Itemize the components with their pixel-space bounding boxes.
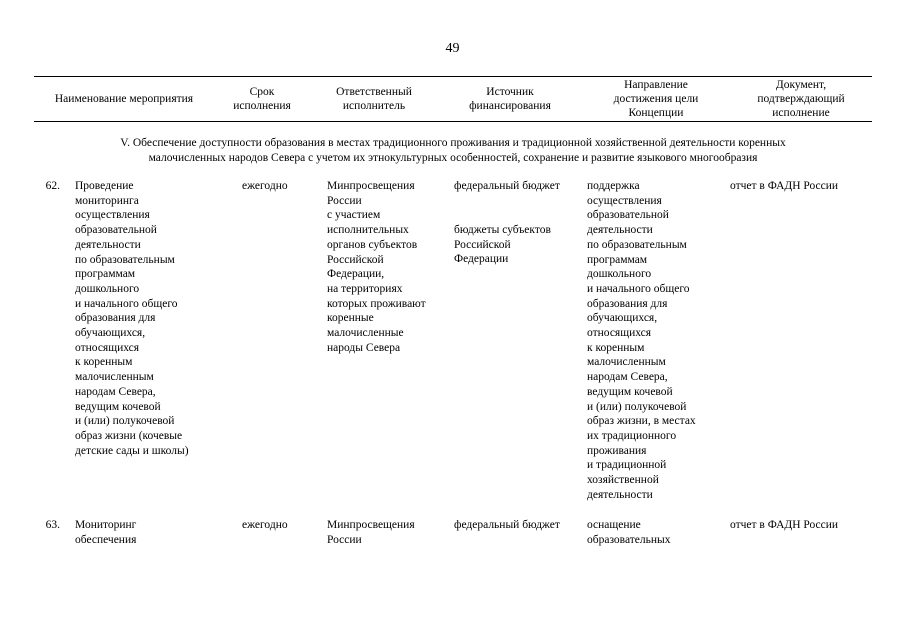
header-col-executor: Ответственный исполнитель	[336, 86, 412, 112]
row-term: ежегодно	[242, 180, 288, 192]
row-number: 63.	[45, 519, 60, 531]
row-document: отчет в ФАДН России	[730, 519, 839, 531]
row-funding-regional: бюджеты субъектов Российской Федерации	[454, 224, 551, 266]
row-funding-federal: федеральный бюджет	[454, 180, 560, 192]
row-document: отчет в ФАДН России	[730, 180, 839, 192]
row-funding-federal: федеральный бюджет	[454, 519, 560, 531]
section-title: V. Обеспечение доступности образования в местах традиционного проживания и традиционной хозяйственной деятельности коренных малочисленных народов Севера с учетом их этнокультурных особенностей, сохранение и развитие языкового многообразия	[120, 137, 786, 164]
row-executor: Минпросвещения России с участием исполнительных органов субъектов Российской Федерации, на территориях которых проживают коренные малочисленные народы Севера	[327, 180, 426, 354]
row-name: Проведение мониторинга осуществления образовательной деятельности по образовательным программам дошкольного и начального общего образования для обучающихся, относящихся к коренным малочисленным народам Севера, ведущим кочевой и (или) полукочевой образ жизни (кочевые детские сады и школы)	[75, 180, 189, 457]
header-col-term: Срок исполнения	[233, 86, 291, 112]
header-col-document: Документ, подтверждающий исполнение	[757, 79, 845, 119]
row-number: 62.	[45, 180, 60, 192]
row-direction: оснащение образовательных	[587, 519, 671, 546]
row-term: ежегодно	[242, 519, 288, 531]
header-col-name: Наименование мероприятия	[54, 93, 194, 105]
header-col-direction: Направление достижения цели Концепции	[613, 79, 699, 119]
header-col-funding: Источник финансирования	[469, 86, 551, 112]
row-name: Мониторинг обеспечения	[75, 519, 137, 546]
row-executor: Минпросвещения России	[327, 519, 415, 546]
page-number: 49	[445, 41, 460, 56]
table-header	[34, 76, 872, 122]
row-direction: поддержка осуществления образовательной деятельности по образовательным программам дошкольного и начального общего образования для обучающихся, относящихся к коренным малочисленным народам Севера, ведущим кочевой и (или) полукочевой образ жизни, в местах их традиционного проживания и традиционной хозяйственной деятельности	[587, 180, 696, 501]
